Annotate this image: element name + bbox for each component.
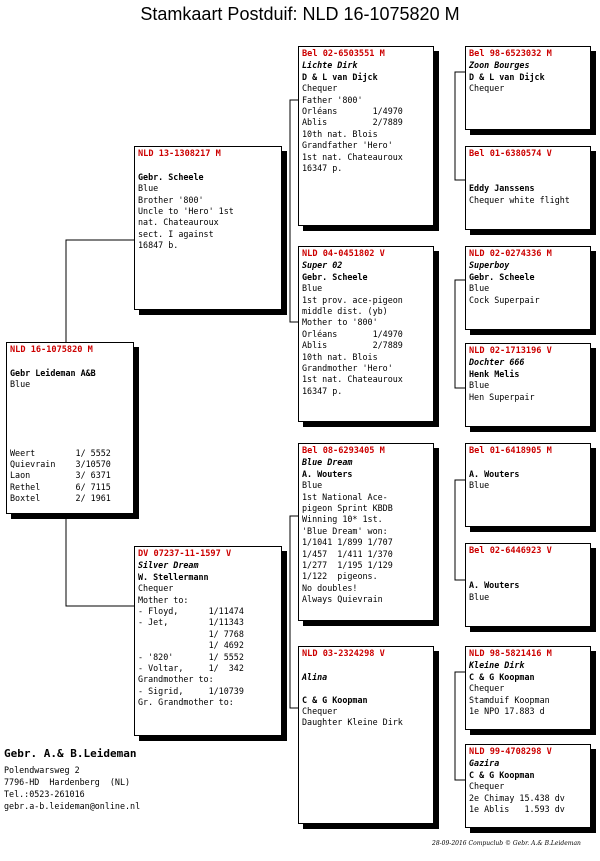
detail-line: Chequer <box>469 683 505 694</box>
breeder-name: A. Wouters <box>469 468 520 479</box>
detail-line <box>302 683 430 694</box>
owner-name: Gebr. A.& B.Leideman <box>4 747 137 760</box>
pigeon-name: Kleine Dirk <box>469 660 525 671</box>
detail-line: Blue <box>469 591 490 602</box>
detail-line: Father '800' <box>302 94 363 105</box>
detail-line: middle dist. (yb) <box>302 306 388 317</box>
breeder-name: Eddy Janssens <box>469 183 535 194</box>
pigeon-card-ssd[interactable] <box>465 146 591 230</box>
detail-line: 1/ 7768 <box>138 628 244 639</box>
detail-line: Always Quievrain <box>302 594 383 605</box>
pigeon-name: Dochter 666 <box>469 357 525 368</box>
pigeon-card-dsd[interactable] <box>465 543 591 627</box>
breeder-name: W. Stellermann <box>138 571 209 582</box>
detail-line: Blue <box>138 183 159 194</box>
pigeon-card-sire[interactable] <box>134 146 282 310</box>
ring-number: NLD 98-5821416 M <box>469 649 552 659</box>
detail-line: 1/277 1/195 1/129 <box>302 560 393 571</box>
detail-line: Cock Superpair <box>469 294 540 305</box>
ring-number: NLD 02-1713196 V <box>469 346 552 356</box>
detail-line: Chequer <box>469 83 505 94</box>
detail-line: 1/122 pigeons. <box>302 571 378 582</box>
pigeon-name: Zoon Bourges <box>469 60 530 71</box>
detail-line: Orléans 1/4970 <box>302 106 403 117</box>
detail-line: Blue <box>302 283 323 294</box>
breeder-name: A. Wouters <box>469 580 520 591</box>
detail-line: - Voltar, 1/ 342 <box>138 663 244 674</box>
detail-line <box>469 457 587 468</box>
detail-line: Mother to: <box>138 594 189 605</box>
detail-line: 1e NPO 17.883 d <box>469 706 545 717</box>
detail-line: Quievrain 3/10570 <box>10 458 111 469</box>
ring-number: Bel 02-6446923 V <box>469 546 552 556</box>
pigeon-card-dam[interactable] <box>134 546 282 736</box>
detail-line <box>469 172 587 183</box>
pigeon-card-sss[interactable] <box>465 46 591 130</box>
pigeon-card-dds[interactable] <box>465 646 591 730</box>
detail-line <box>10 391 130 402</box>
detail-line <box>10 402 130 413</box>
detail-line <box>469 569 587 580</box>
detail-line <box>10 356 130 367</box>
detail-line: nat. Chateauroux <box>138 217 219 228</box>
detail-line: - '820' 1/ 5552 <box>138 651 244 662</box>
owner-email[interactable]: gebr.a-b.leideman@online.nl <box>4 801 141 811</box>
ring-number: NLD 04-0451802 V <box>302 249 385 259</box>
detail-line: Chequer <box>302 706 338 716</box>
detail-line: Gr. Grandmother to: <box>138 697 234 708</box>
detail-line: Blue <box>469 380 490 391</box>
detail-line: Boxtel 2/ 1961 <box>10 493 111 504</box>
detail-line: 1st National Ace- <box>302 491 388 502</box>
detail-line: 1e Ablis 1.593 dv <box>469 804 565 815</box>
ring-number: NLD 03-2324298 V <box>302 649 385 659</box>
detail-line: Blue <box>469 480 490 491</box>
detail-line: 10th nat. Blois <box>302 351 378 362</box>
detail-line: Chequer white flight <box>469 194 570 205</box>
detail-line: Ablis 2/7889 <box>302 340 403 351</box>
detail-line: Chequer <box>138 583 174 594</box>
ring-number: NLD 99-4708298 V <box>469 747 552 757</box>
detail-line: Blue <box>302 480 323 491</box>
owner-city: 7796-HD Hardenberg (NL) <box>4 777 131 787</box>
ring-number: DV 07237-11-1597 V <box>138 549 232 559</box>
detail-line: Hen Superpair <box>469 391 535 402</box>
page-title: Stamkaart Postduif: NLD 16-1075820 M <box>140 4 460 24</box>
detail-line: Winning 10* 1st. <box>302 514 383 525</box>
breeder-name: Henk Melis <box>469 368 520 379</box>
detail-line: 1/1041 1/899 1/707 <box>302 537 393 548</box>
ring-number: Bel 98-6523032 M <box>469 49 552 59</box>
pigeon-name: Gazira <box>469 758 500 769</box>
ring-number: Bel 01-6418905 M <box>469 446 552 456</box>
detail-line: 16347 p. <box>302 385 343 396</box>
pigeon-card-ddd[interactable] <box>465 744 591 828</box>
detail-line: - Floyd, 1/11474 <box>138 606 244 617</box>
detail-line: Blue <box>469 283 490 294</box>
detail-line <box>469 160 587 171</box>
detail-line: 'Blue Dream' won: <box>302 525 388 536</box>
detail-line <box>469 557 587 568</box>
detail-line: Grandmother 'Hero' <box>302 363 393 374</box>
pigeon-name: Alina <box>302 671 328 682</box>
detail-line <box>138 160 278 171</box>
detail-line: Orléans 1/4970 <box>302 328 403 339</box>
detail-line: Laon 3/ 6371 <box>10 470 111 481</box>
ring-number: NLD 16-1075820 M <box>10 345 93 355</box>
pigeon-card-sire-sire[interactable] <box>298 46 434 226</box>
detail-line: Stamduif Koopman <box>469 694 550 705</box>
breeder-name: C & G Koopman <box>469 671 535 682</box>
detail-line: Daughter Kleine Dirk <box>302 717 403 728</box>
ring-number: NLD 02-0274336 M <box>469 249 552 259</box>
owner-phone: Tel.:0523-261016 <box>4 789 85 799</box>
detail-line: Blue <box>10 379 31 390</box>
ring-number: Bel 02-6503551 M <box>302 49 385 59</box>
pigeon-name: Lichte Dirk <box>302 60 358 71</box>
detail-line: 16347 p. <box>302 163 343 174</box>
breeder-name: C & G Koopman <box>302 694 368 705</box>
breeder-name: A. Wouters <box>302 468 353 479</box>
breeder-name: C & G Koopman <box>469 769 535 780</box>
detail-line: sect. I against <box>138 228 214 239</box>
detail-line: Ablis 2/7889 <box>302 117 403 128</box>
detail-line <box>10 425 130 436</box>
detail-line: Grandmother to: <box>138 674 214 685</box>
pigeon-card-dam-sire[interactable] <box>298 443 434 621</box>
pigeon-name: Super 02 <box>302 260 343 271</box>
ring-number: NLD 13-1308217 M <box>138 149 221 159</box>
owner-info <box>4 748 140 812</box>
detail-line: 1/ 4692 <box>138 640 244 651</box>
breeder-name: Gebr Leideman A&B <box>10 367 96 378</box>
detail-line: 10th nat. Blois <box>302 128 378 139</box>
detail-line: 1st prov. ace-pigeon <box>302 294 403 305</box>
breeder-name: D & L van Dijck <box>469 71 545 82</box>
detail-line: No doubles! <box>302 582 358 593</box>
pigeon-card-dam-dam[interactable] <box>298 646 434 824</box>
detail-line: Brother '800' <box>138 194 204 205</box>
pigeon-card-sdd[interactable] <box>465 343 591 427</box>
pigeon-card-dss[interactable] <box>465 443 591 527</box>
detail-line: Mother to '800' <box>302 317 378 328</box>
detail-line: Weert 1/ 5552 <box>10 447 111 458</box>
pigeon-name: Blue Dream <box>302 457 353 468</box>
breeder-name: Gebr. Scheele <box>302 271 368 282</box>
detail-line: 2e Chimay 15.438 dv <box>469 792 565 803</box>
detail-line: Uncle to 'Hero' 1st <box>138 206 234 217</box>
footer-note: 28-09-2016 Compuclub © Gebr. A.& B.Leideman <box>432 840 581 847</box>
breeder-name: Gebr. Scheele <box>469 271 535 282</box>
detail-line: - Sigrid, 1/10739 <box>138 685 244 696</box>
pigeon-name: Superboy <box>469 260 510 271</box>
owner-address: Polendwarsweg 2 <box>4 765 80 775</box>
detail-line: Rethel 6/ 7115 <box>10 481 111 492</box>
pigeon-name: Silver Dream <box>138 560 199 571</box>
detail-line: Chequer <box>302 83 338 94</box>
detail-line: - Jet, 1/11343 <box>138 617 244 628</box>
detail-line: 1st nat. Chateauroux <box>302 151 403 162</box>
detail-line: 16847 b. <box>138 240 179 251</box>
detail-line <box>10 436 130 447</box>
ring-number: Bel 01-6380574 V <box>469 149 552 159</box>
breeder-name: D & L van Dijck <box>302 71 378 82</box>
ring-number: Bel 08-6293405 M <box>302 446 385 456</box>
pigeon-card-sds[interactable] <box>465 246 591 330</box>
detail-line: 1/457 1/411 1/370 <box>302 548 393 559</box>
pigeon-card-root[interactable] <box>6 342 134 514</box>
detail-line: Chequer <box>469 781 505 792</box>
detail-line: 1st nat. Chateauroux <box>302 374 403 385</box>
pigeon-card-sire-dam[interactable] <box>298 246 434 422</box>
detail-line: Grandfather 'Hero' <box>302 140 393 151</box>
detail-line <box>10 413 130 424</box>
breeder-name: Gebr. Scheele <box>138 171 204 182</box>
detail-line: pigeon Sprint KBDB <box>302 503 393 514</box>
